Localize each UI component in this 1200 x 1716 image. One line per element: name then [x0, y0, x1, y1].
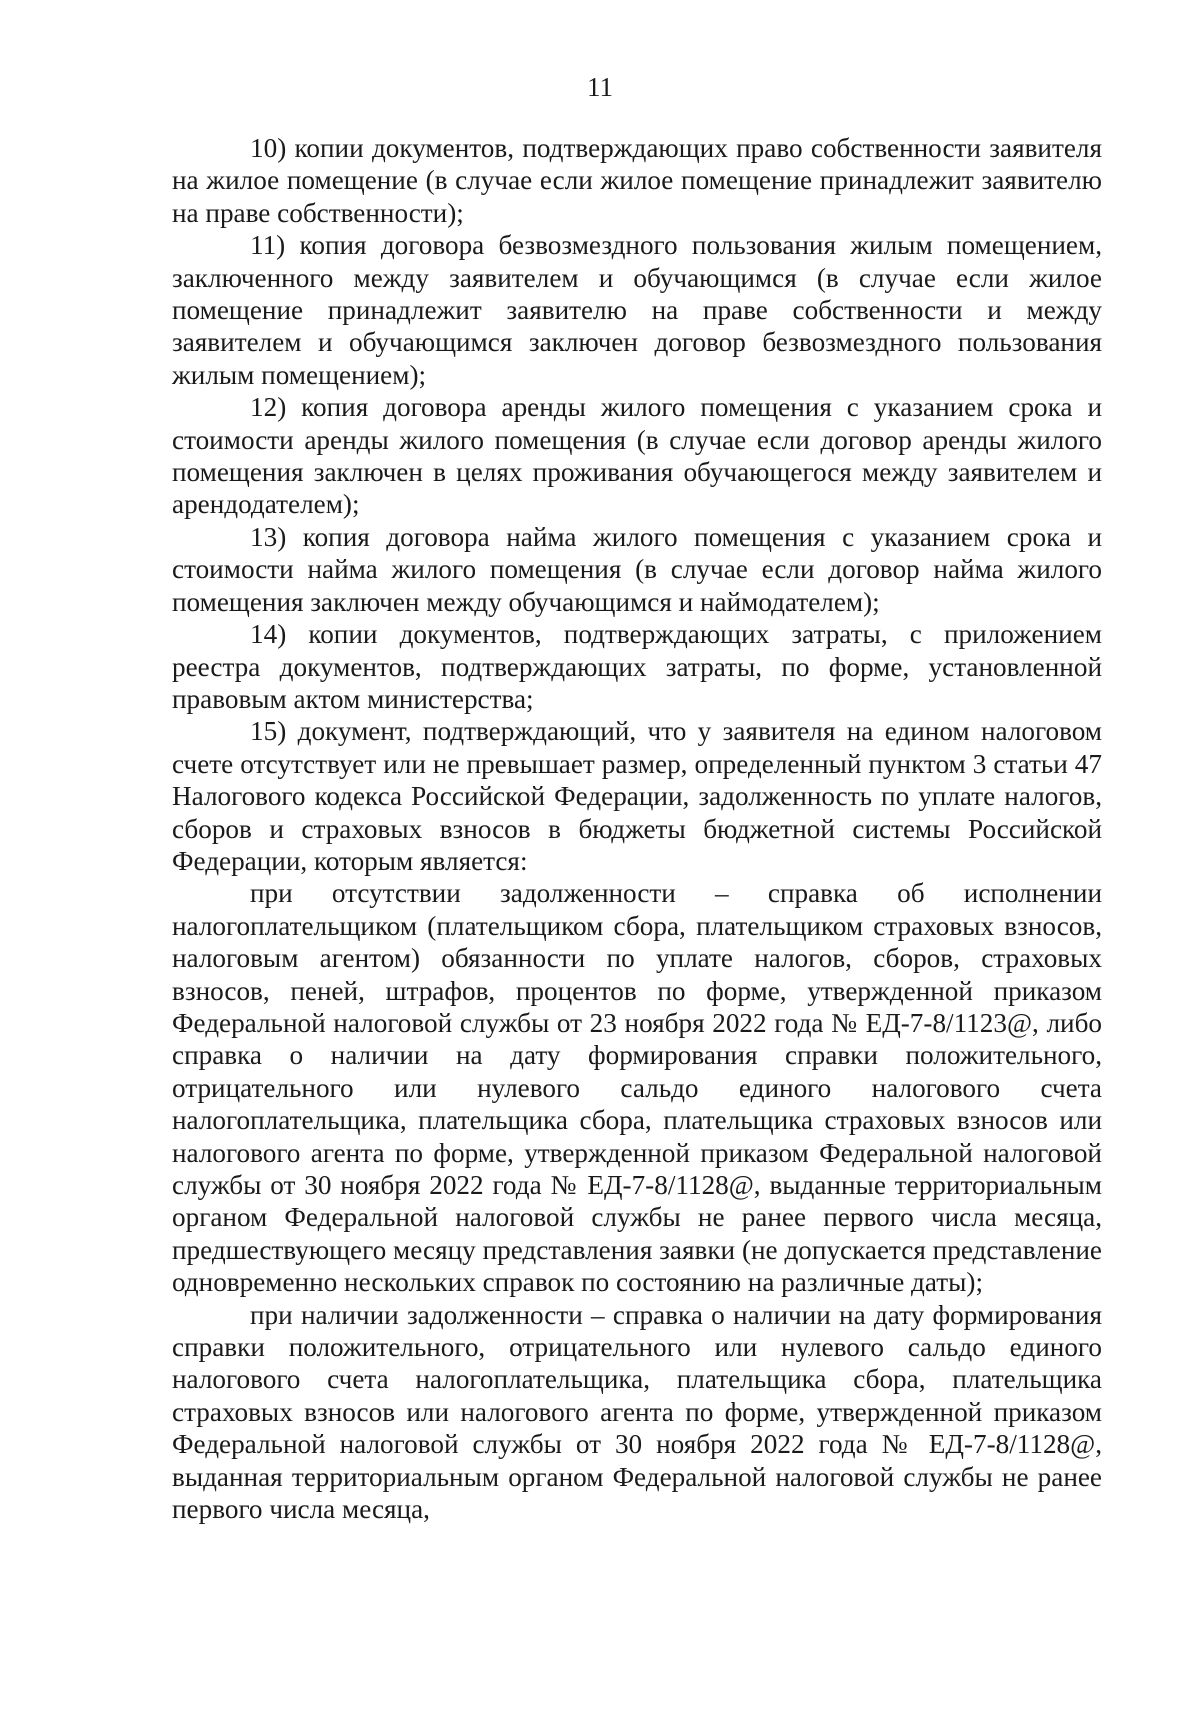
paragraph-item-12: 12) копия договора аренды жилого помещения с указанием срока и стоимости аренды жилого помещения (в случае если договор аренды жилого помещения заключен в целях проживания обучающегося между заявителем и арендодателем);	[172, 392, 1102, 520]
paragraph-item-11: 11) копия договора безвозмездного пользования жилым помещением, заключенного между заявителем и обучающимся (в случае если жилое помещение принадлежит заявителю на праве собственности и между заявителем и обучающимся заключен договор безвозмездного пользования жилым помещением);	[172, 230, 1102, 390]
paragraph-item-14: 14) копии документов, подтверждающих затраты, с приложением реестра документов, подтверждающих затраты, по форме, установленной правовым актом министерства;	[172, 619, 1102, 714]
paragraph-item-13: 13) копия договора найма жилого помещения с указанием срока и стоимости найма жилого помещения (в случае если договор найма жилого помещения заключен между обучающимся и наймодателем);	[172, 521, 1102, 617]
document-body	[172, 132, 1102, 1525]
page-number: 11	[587, 72, 613, 102]
paragraph-item-15: 15) документ, подтверждающий, что у заявителя на едином налоговом счете отсутствует или не превышает размер, определенный пунктом 3 статьи 47 Налогового кодекса Российской Федерации, задолженность по уплате налогов, сборов и страховых взносов в бюджеты бюджетной системы Российской Федерации, которым является:	[172, 716, 1102, 876]
paragraph-item-10: 10) копии документов, подтверждающих право собственности заявителя на жилое помещение (в случае если жилое помещение принадлежит заявителю на праве собственности);	[172, 133, 1102, 228]
paragraph-no-debt: при отсутствии задолженности – справка об исполнении налогоплательщиком (плательщиком сбора, плательщиком страховых взносов, налоговым агентом) обязанности по уплате налогов, сборов, страховых взносов, пеней, штрафов, процентов по форме, утвержденной приказом Федеральной налоговой службы от 23 ноября 2022 года № ЕД-7-8/1123@, либо справка о наличии на дату формирования справки положительного, отрицательного или нулевого сальдо единого налогового счета налогоплательщика, плательщика сбора, плательщика страховых взносов или налогового агента по форме, утвержденной приказом Федеральной налоговой службы от 30 ноября 2022 года № ЕД-7-8/1128@, выданные территориальным органом Федеральной налоговой службы не ранее первого числа месяца, предшествующего месяцу представления заявки (не допускается представление одновременно нескольких справок по состоянию на различные даты);	[172, 878, 1102, 1298]
paragraph-with-debt: при наличии задолженности – справка о наличии на дату формирования справки положительного, отрицательного или нулевого сальдо единого налогового счета налогоплательщика, плательщика сбора, плательщика страховых взносов или налогового агента по форме, утвержденной приказом Федеральной налоговой службы от 30 ноября 2022 года № ЕД-7-8/1128@, выданная территориальным органом Федеральной налоговой службы не ранее первого числа месяца,	[172, 1299, 1102, 1525]
